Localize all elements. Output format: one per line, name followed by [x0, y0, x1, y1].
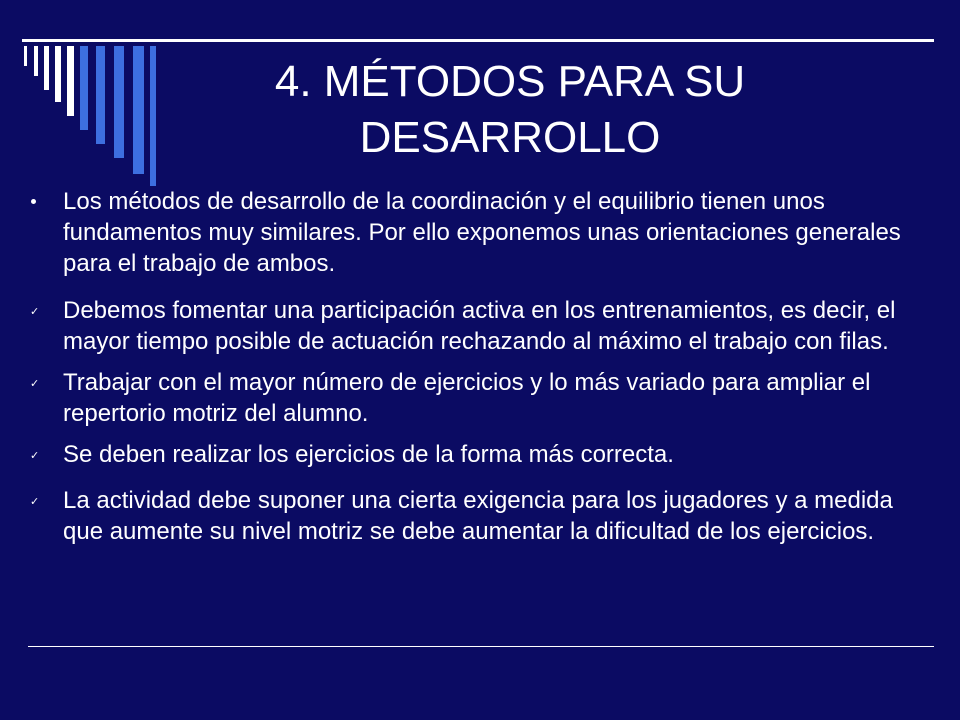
top-divider [22, 39, 934, 42]
bullet-item [28, 485, 928, 547]
slide-title: 4. MÉTODOS PARA SU DESARROLLO [274, 57, 746, 162]
bullet-item [28, 186, 928, 279]
bullet-text: Se deben realizar los ejercicios de la forma más correcta. [63, 441, 674, 468]
bullet-text: Los métodos de desarrollo de la coordinación y el equilibrio tienen unos fundamentos muy similares. Por ello exponemos unas orientaciones generales para el trabajo de ambos. [63, 188, 901, 277]
checkmark-icon: ✓ [30, 495, 40, 508]
checkmark-icon: ✓ [30, 305, 40, 318]
dot-bullet-icon [31, 199, 36, 204]
bullet-text: Trabajar con el mayor número de ejercicios y lo más variado para ampliar el repertorio motriz del alumno. [63, 369, 871, 427]
bullet-text: Debemos fomentar una participación activa en los entrenamientos, es decir, el mayor tiempo posible de actuación rechazando al máximo el trabajo con filas. [63, 297, 896, 355]
checkmark-icon: ✓ [30, 377, 40, 390]
bullet-text: La actividad debe suponer una cierta exigencia para los jugadores y a medida que aumente su nivel motriz se debe aumentar la dificultad de los ejercicios. [63, 487, 893, 545]
bottom-divider [28, 646, 934, 647]
bullet-item [28, 439, 928, 470]
bullet-item [28, 367, 928, 429]
decorative-stripes [0, 0, 170, 200]
bullet-list [28, 186, 928, 547]
checkmark-icon: ✓ [30, 449, 40, 462]
bullet-item [28, 295, 928, 357]
